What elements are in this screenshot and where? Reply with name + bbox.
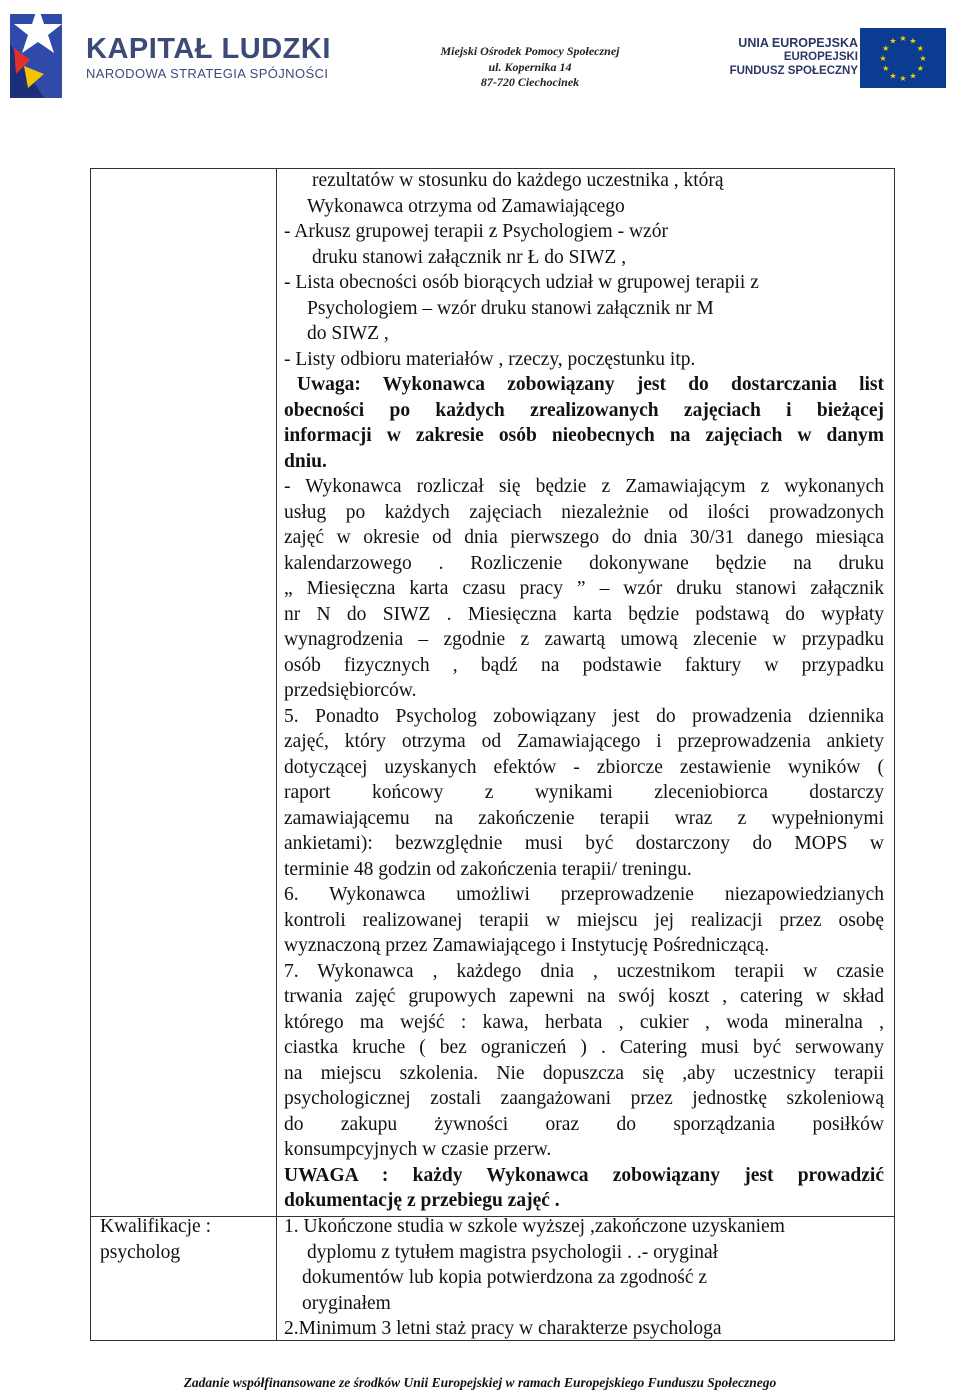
point6-line: wyznaczoną przez Zamawiającego i Instytucję Pośredniczącą. [284, 935, 770, 956]
eu-star-icon: ★ [879, 54, 887, 63]
point7-line: trwania zajęć grupowych zapewni na swój koszt , catering w skład [284, 986, 884, 1007]
settlement-line: zajęć w okresie od dnia pierwszego do dnia 30/31 danego miesiąca [284, 527, 884, 548]
uwaga-line: obecności po każdych zrealizowanych zajęciach i bieżącej [284, 400, 884, 421]
eu-star-icon: ★ [919, 54, 927, 63]
settlement-line: wynagrodzenia – zgodnie z zawartą umową zlecenie w przypadku [284, 629, 884, 650]
qualification-line: 2.Minimum 3 letni staż pracy w charakterze psychologa [284, 1318, 722, 1339]
qualifications-role: psycholog [100, 1242, 181, 1263]
logo-title: KAPITAŁ LUDZKI [86, 33, 331, 65]
point7-line: ciastka kruche ( bez ograniczeń ) . Catering musi być serwowany [284, 1037, 884, 1058]
eu-star-icon: ★ [899, 34, 907, 43]
qualification-line: dokumentów lub kopia potwierdzona za zgodność z [302, 1267, 708, 1288]
qualification-line: dyplomu z tytułem magistra psychologii . .- oryginał [307, 1242, 719, 1263]
eu-star-icon: ★ [916, 64, 924, 73]
eu-star-icon: ★ [899, 74, 907, 83]
text-line: Psychologiem – wzór druku stanowi załącznik nr M [307, 298, 714, 319]
point7-line: psychologicznej zostali zaangażowani przez jednostkę szkoleniową [284, 1088, 884, 1109]
text-line: Wykonawca otrzyma od Zamawiającego [307, 196, 625, 217]
point5-line: raport końcowy z wynikami zleceniobiorca dostarczy [284, 782, 884, 803]
eu-logo-text [728, 36, 858, 78]
qualification-line: oryginałem [302, 1293, 391, 1314]
point5-line: 5. Ponadto Psycholog zobowiązany jest do prowadzenia dziennika [284, 706, 884, 727]
point5-line: zamawiającemu na zakończenie terapii wraz z wypełnionymi [284, 808, 884, 829]
point5-line: terminie 48 godzin od zakończenia terapii/ treningu. [284, 859, 692, 880]
kapital-ludzki-text [86, 34, 331, 81]
point5-line: ankietami): bezwzględnie musi być dostarczony do MOPS w [284, 833, 884, 854]
point7-line: 7. Wykonawca , każdego dnia , uczestnikom terapii w czasie [284, 961, 884, 982]
eu-flag-icon [860, 28, 946, 88]
point7-line: konsumpcyjnych w czasie przerw. [284, 1139, 552, 1160]
point5-line: zajęć, który otrzyma od Zamawiającego i przeprowadzenia ankiety [284, 731, 884, 752]
eu-line: UNIA EUROPEJSKA [738, 36, 858, 50]
text-line: - Listy odbioru materiałów , rzeczy, poczęstunku itp. [284, 349, 696, 370]
point7-line: do zakupu żywności oraz do sporządzania posiłków [284, 1114, 884, 1135]
uwaga2-line: dokumentację z przebiegu zajęć . [284, 1190, 560, 1211]
point5-line: dotyczącej uzyskanych efektów - zbiorcze zestawienie wyników ( [284, 757, 884, 778]
qualifications-label: Kwalifikacje : [100, 1216, 211, 1237]
settlement-line: usług po każdych zajęciach niezależnie od ilości prowadzonych [284, 502, 884, 523]
address-line: 87-720 Ciechocinek [480, 75, 580, 89]
eu-star-icon: ★ [889, 36, 897, 46]
address-line: Miejski Ośrodek Pomocy Społecznej [440, 44, 620, 58]
address-line: ul. Kopernika 14 [488, 59, 572, 74]
logo-subtitle: NARODOWA STRATEGIA SPÓJNOŚCI [86, 66, 329, 81]
eu-star-icon: ★ [882, 44, 890, 53]
eu-star-icon: ★ [909, 71, 917, 81]
point7-line: którego ma wejść : kawa, herbata , cukier , woda mineralna , [284, 1012, 884, 1033]
eu-line: FUNDUSZ SPOŁECZNY [729, 65, 858, 77]
settlement-line: „ Miesięczna karta czasu pracy ” – wzór druku stanowi załącznik [284, 578, 884, 599]
eu-star-icon: ★ [889, 71, 897, 81]
kapital-ludzki-logo-icon [4, 4, 66, 102]
uwaga-line: dniu. [284, 451, 327, 472]
eu-star-icon: ★ [916, 44, 924, 53]
page-header [0, 0, 960, 110]
uwaga-line: Uwaga: Wykonawca zobowiązany jest do dostarczania list [297, 374, 884, 395]
qualification-line: 1. Ukończone studia w szkole wyższej ,zakończone uzyskaniem [284, 1216, 785, 1237]
eu-star-icon: ★ [882, 64, 890, 73]
point6-line: 6. Wykonawca umożliwi przeprowadzenie niezapowiedzianych [284, 884, 884, 905]
settlement-line: - Wykonawca rozliczał się będzie z Zamawiającym z wykonanych [284, 476, 884, 497]
point7-line: na miejscu szkolenia. Nie dopuszcza się ,aby uczestnicy terapii [284, 1063, 884, 1084]
eu-star-icon: ★ [909, 36, 917, 46]
text-line: druku stanowi załącznik nr Ł do SIWZ , [312, 247, 627, 268]
uwaga-line: informacji w zakresie osób nieobecnych na zajęciach w danym [284, 425, 884, 446]
text-line: rezultatów w stosunku do każdego uczestnika , którą [312, 170, 724, 191]
text-line: - Lista obecności osób biorących udział w grupowej terapii z [284, 272, 759, 293]
uwaga2-line: UWAGA : każdy Wykonawca zobowiązany jest prowadzić [284, 1165, 884, 1186]
text-line: do SIWZ , [307, 323, 389, 344]
column-divider [276, 169, 277, 1340]
settlement-line: kalendarzowego . Rozliczenie dokonywane będzie na druku [284, 553, 884, 574]
eu-line: EUROPEJSKI [783, 51, 858, 63]
institution-address [380, 44, 680, 91]
text-line: - Arkusz grupowej terapii z Psychologiem - wzór [284, 221, 668, 242]
point6-line: kontroli realizowanej terapii w miejscu jej realizacji przez osobę [284, 910, 884, 931]
settlement-line: przedsiębiorców. [284, 680, 417, 701]
settlement-line: nr N do SIWZ . Miesięczna karta będzie podstawą do wypłaty [284, 604, 884, 625]
footer-funding-note: Zadanie współfinansowane ze środków Unii Europejskiej w ramach Europejskiego Funduszu Społecznego [183, 1375, 777, 1390]
settlement-line: osób fizycznych , bądź na podstawie faktury w przypadku [284, 655, 884, 676]
